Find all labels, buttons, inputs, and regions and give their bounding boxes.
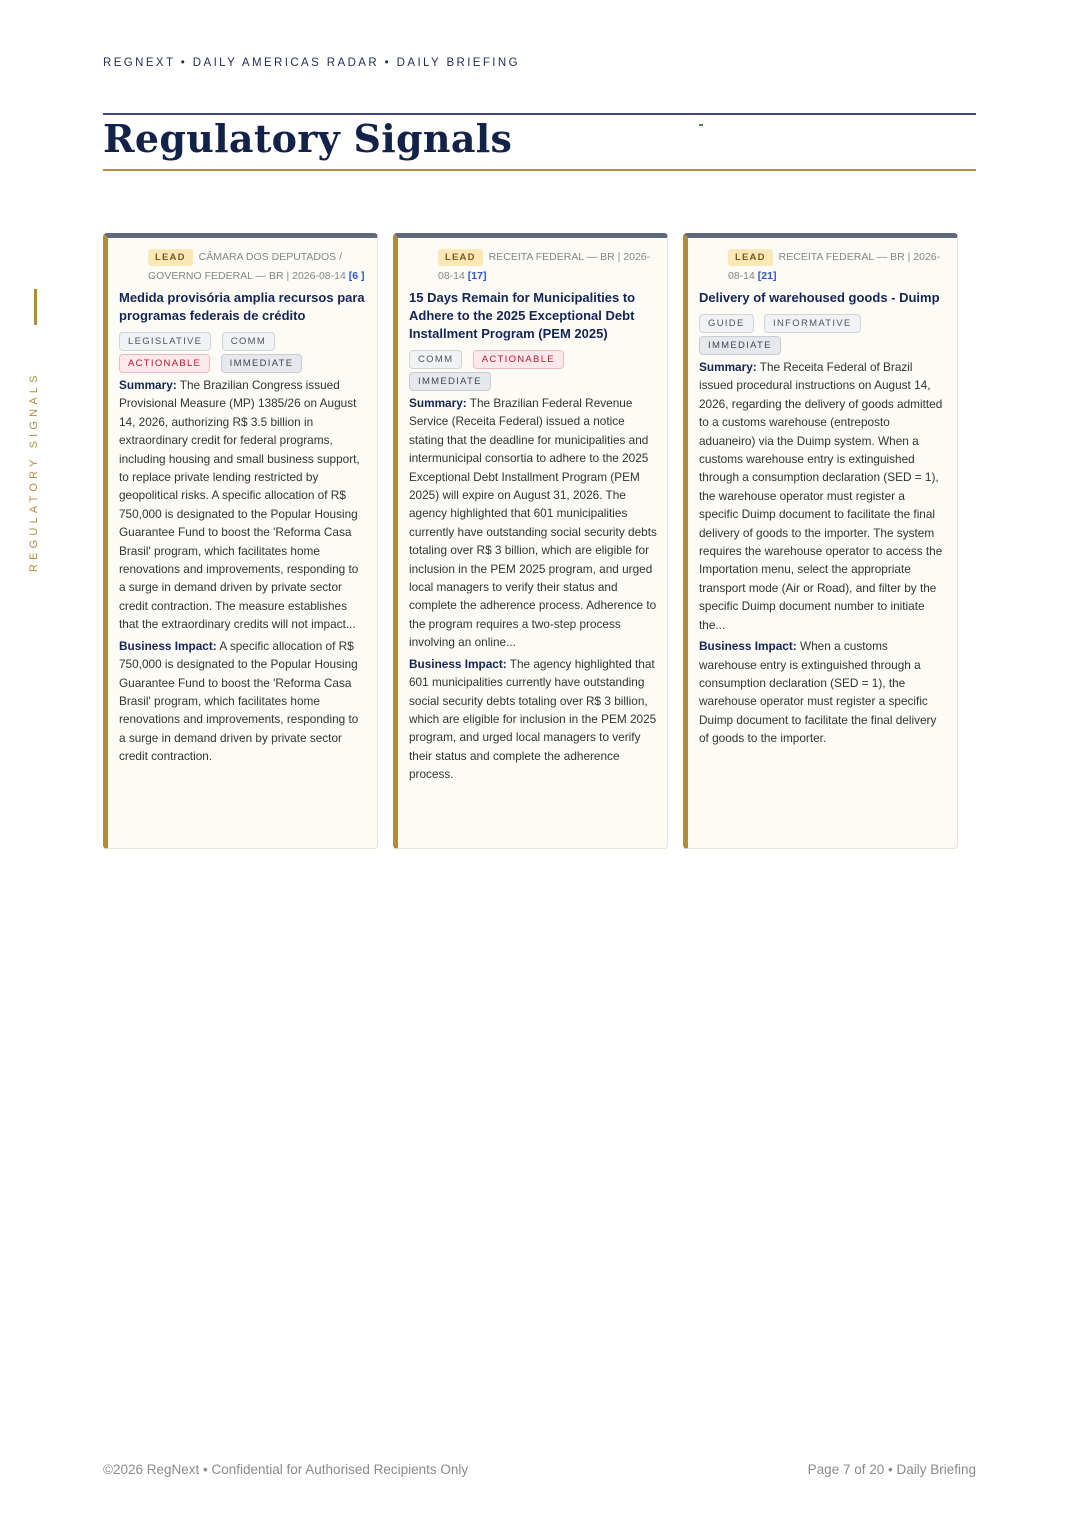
- footer-page-number: Page 7 of 20 • Daily Briefing: [807, 1462, 976, 1477]
- tag-actionable: ACTIONABLE: [119, 354, 210, 373]
- tag-immediate: IMMEDIATE: [409, 372, 491, 391]
- signal-card-3[interactable]: [683, 233, 958, 849]
- reference-link[interactable]: [6 ]: [348, 270, 365, 282]
- card-summary: Summary: The Brazilian Congress issued Provisional Measure (MP) 1385/26 on August 14, 2026, authorizing R$ 3.5 billion in extraordinary credit for federal programs, including housing and small business support, to replace private lending restricted by geopolitical risks. A specific allocation of R$ 750,000 is designated to the Popular Housing Guarantee Fund to boost the 'Reforma Casa Brasil' program, which facilitates home renovations and improvements, responding to a surge in demand driven by private sector credit contraction. The measure establishes that the extraordinary credits will not impact...: [119, 378, 360, 632]
- header-kicker: REGNEXT • DAILY AMERICAS RADAR • DAILY BRIEFING: [103, 57, 520, 69]
- reference-link[interactable]: [17]: [467, 270, 487, 282]
- lead-badge: LEAD: [438, 249, 483, 266]
- tag-informative: INFORMATIVE: [764, 314, 861, 333]
- card-business-impact: Business Impact: The agency highlighted that 601 municipalities currently have outstanding social security debts totaling over R$ 3 billion, which are eligible for inclusion in the PEM 2025 program, and urged local managers to verify their status and complete the adherence process.: [409, 656, 657, 782]
- tag-list: [409, 347, 657, 391]
- tag-list: [699, 311, 947, 355]
- signal-card-1[interactable]: [103, 233, 378, 849]
- tag-comm: COMM: [222, 332, 275, 351]
- card-meta: [699, 248, 947, 286]
- card-meta: [119, 248, 367, 286]
- side-section-label: REGULATORY SIGNALS: [28, 371, 40, 572]
- title-bottom-rule: [103, 169, 976, 171]
- card-business-impact: Business Impact: When a customs warehouse entry is extinguished through a consumption declaration (SED = 1), the warehouse operator must register a specific Duimp document to facilitate the final delivery of goods to the importer.: [699, 639, 937, 746]
- tag-list: [119, 329, 367, 373]
- tag-immediate: IMMEDIATE: [221, 354, 303, 373]
- card-title[interactable]: Medida provisória amplia recursos para programas federais de crédito: [119, 290, 365, 323]
- card-summary: Summary: The Receita Federal of Brazil issued procedural instructions on August 14, 2026, regarding the delivery of goods admitted to a customs warehouse (entreposto aduaneiro) via the Duimp system. When a customs warehouse entry is extinguished through a consumption declaration (SED = 1), the warehouse operator must register a specific Duimp document to facilitate the final delivery of goods to the importer. The system requires the warehouse operator to access the Importation menu, select the appropriate transport mode (Air or Road), and filter by the specific Duimp document number to initiate the...: [699, 360, 943, 632]
- card-meta: [409, 248, 657, 286]
- footer-copyright: ©2026 RegNext • Confidential for Authorised Recipients Only: [103, 1462, 469, 1477]
- card-source: RECEITA FEDERAL — BR | 2026-08-14: [438, 251, 651, 282]
- card-summary: Summary: The Brazilian Federal Revenue Service (Receita Federal) issued a notice stating that the deadline for municipalities and intermunicipal consortia to adhere to the 2025 Exceptional Debt Installment Program (PEM 2025) will expire on August 31, 2026. The agency highlighted that 601 municipalities currently have outstanding social security debts totaling over R$ 3 billion, which are eligible for inclusion in the PEM 2025 program, and urged local managers to verify their status and complete the adherence process. Adherence to the program requires a two-step process involving an online...: [409, 396, 657, 650]
- lead-badge: LEAD: [728, 249, 773, 266]
- card-title[interactable]: 15 Days Remain for Municipalities to Adhere to the 2025 Exceptional Debt Installment Program (PEM 2025): [409, 290, 636, 341]
- signal-card-2[interactable]: [393, 233, 668, 849]
- reference-link[interactable]: [21]: [757, 270, 777, 282]
- tag-immediate: IMMEDIATE: [699, 336, 781, 355]
- card-business-impact: Business Impact: A specific allocation of R$ 750,000 is designated to the Popular Housing Guarantee Fund to boost the 'Reforma Casa Brasil' program, which facilitates home renovations and improvements, responding to a surge in demand driven by private sector credit contraction.: [119, 638, 359, 764]
- side-accent-bar: [34, 289, 37, 325]
- tag-guide: GUIDE: [699, 314, 754, 333]
- title-top-rule: [103, 113, 976, 115]
- card-source: CÂMARA DOS DEPUTADOS / GOVERNO FEDERAL — BR | 2026-08-14: [148, 251, 346, 282]
- card-title[interactable]: Delivery of warehoused goods - Duimp: [699, 290, 940, 305]
- tag-actionable: ACTIONABLE: [473, 350, 564, 369]
- page-title: Regulatory Signals: [103, 116, 513, 161]
- card-source: RECEITA FEDERAL — BR | 2026-08-14: [728, 251, 941, 282]
- tag-legislative: LEGISLATIVE: [119, 332, 211, 351]
- decorative-mark: [699, 124, 703, 126]
- lead-badge: LEAD: [148, 249, 193, 266]
- tag-comm: COMM: [409, 350, 462, 369]
